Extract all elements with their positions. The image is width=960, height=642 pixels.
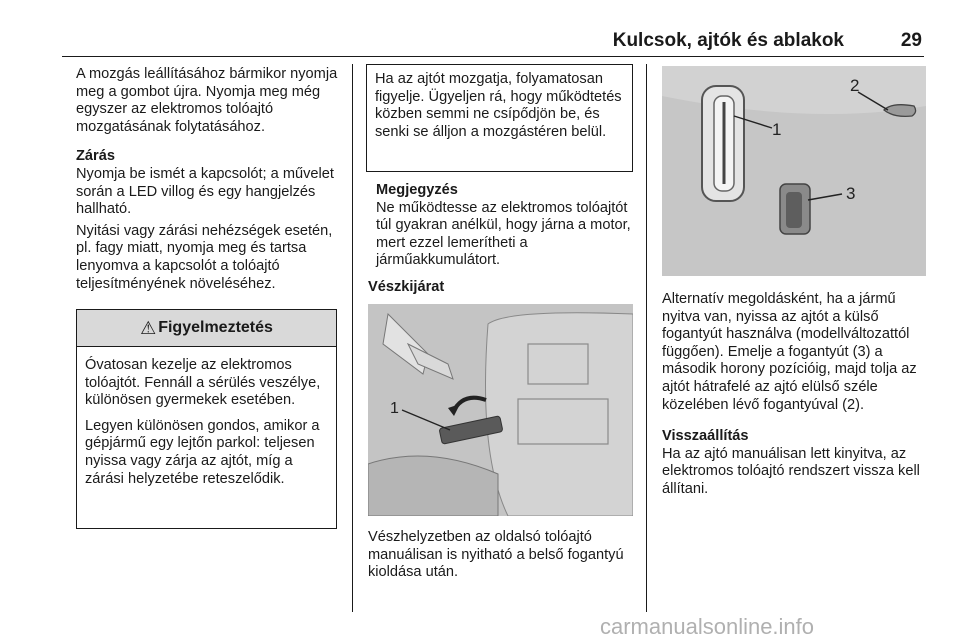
warning-title: Figyelmeztetés — [158, 319, 273, 336]
watermark: carmanualsonline.info — [600, 614, 815, 639]
caution-box — [366, 64, 633, 172]
emergency-paragraph: Vészhelyzetben az oldalsó tolóajtó manuálisan is nyitható a belső fogantyú kioldása után. — [368, 529, 624, 581]
alternative-paragraph: Alternatív megoldásként, ha a jármű nyitva van, nyissa az ajtót a külső fogantyút használva (modellváltozattól függően). Emelje a fogantyút (3) a második horony pozícióig, majd tolja az ajtót hátrafelé az ajtó elülső széle közelében lévő fogantyúval (2). — [662, 291, 917, 413]
caution-text: Ha az ajtót mozgatja, folyamatosan figyelje. Ügyeljen rá, hogy működtetés közben semmi ne csípődjön be, és senki se álljon a mozgástéren belül. — [375, 71, 622, 140]
page-number: 29 — [900, 30, 922, 51]
reset-paragraph: Ha az ajtó manuálisan lett kinyitva, az elektromos tolóajtó rendszert vissza kell állítani. — [662, 445, 920, 497]
emergency-text-wrap — [368, 529, 630, 590]
closing-paragraph: Nyomja be ismét a kapcsolót; a művelet során a LED villog és egy hangjelzés hallható. — [76, 165, 334, 218]
column-divider-1 — [352, 64, 353, 612]
figure-callout-3: 3 — [846, 184, 856, 203]
emergency-release-illustration — [368, 304, 633, 516]
difficulty-paragraph: Nyitási vagy zárási nehézségek esetén, pl. fagy miatt, nyomja meg és tartsa lenyomva a kapcsolót a tolóajtó teljesítményének növeléséhez. — [76, 222, 333, 292]
warning-paragraph-2: Legyen különösen gondos, amikor a gépjármű egy lejtőn parkol: teljesen nyissa vagy zárja az ajtót, míg a zárási helyzetébe reteszelődik. — [85, 417, 320, 487]
emergency-heading-wrap — [368, 279, 630, 297]
emergency-heading: Vészkijárat — [368, 279, 445, 295]
reset-heading: Visszaállítás — [662, 428, 749, 445]
exterior-handles-illustration — [662, 66, 926, 276]
warning-body — [77, 347, 336, 488]
exterior-handles-figure — [662, 66, 926, 276]
figure-callout-1: 1 — [772, 120, 782, 139]
column-1 — [76, 66, 342, 301]
figure-callout-1: 1 — [390, 400, 399, 417]
warning-box — [76, 309, 337, 529]
warning-triangle-icon: ⚠ — [140, 317, 157, 338]
figure-callout-2: 2 — [850, 76, 860, 95]
column-3 — [662, 291, 928, 507]
note-paragraph: Ne működtesse az elektromos tolóajtót túl gyakran anélkül, hogy járna a motor, mert ezzel lemerítheti a járműakkumulátort. — [376, 199, 631, 269]
warning-paragraph-1: Óvatosan kezelje az elektromos tolóajtót. Fennáll a sérülés veszélye, különösen gyermekek esetében. — [85, 357, 321, 409]
intro-paragraph: A mozgás leállításához bármikor nyomja meg a gombot újra. Nyomja meg még egyszer az elektromos tolóajtó mozgatásának folytatásához. — [76, 66, 338, 135]
emergency-release-figure — [368, 304, 633, 516]
closing-heading: Zárás — [76, 148, 115, 165]
header-title: Kulcsok, ajtók és ablakok — [612, 30, 844, 51]
column-divider-2 — [646, 64, 647, 612]
warning-header — [77, 309, 336, 347]
page-header — [62, 30, 924, 57]
note-heading: Megjegyzés — [376, 182, 458, 198]
column-2 — [376, 182, 638, 278]
